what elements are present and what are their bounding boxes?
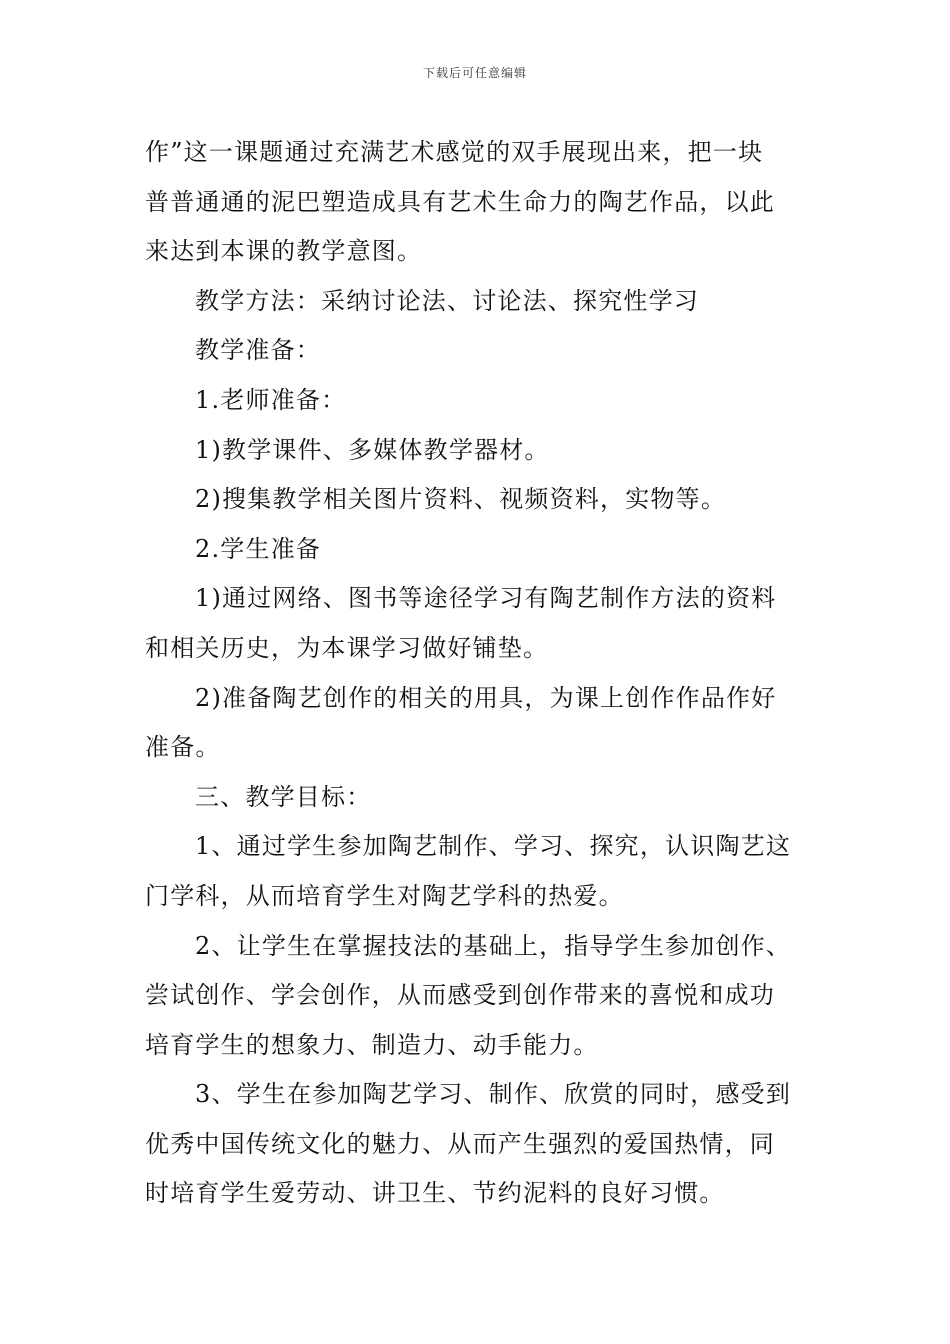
text-line: 1)教学课件、多媒体教学器材。 <box>195 435 550 464</box>
text-line: 尝试创作、学会创作，从而感受到创作带来的喜悦和成功 <box>145 981 775 1010</box>
text-line: 普普通通的泥巴塑造成具有艺术生命力的陶艺作品，以此 <box>145 187 775 216</box>
text-line: 2)准备陶艺创作的相关的用具，为课上创作作品作好 <box>195 683 777 712</box>
text-line: 时培育学生爱劳动、讲卫生、节约泥料的良好习惯。 <box>145 1179 725 1208</box>
text-line: 1)通过网络、图书等途径学习有陶艺制作方法的资料 <box>195 584 777 613</box>
text-line: 1、通过学生参加陶艺制作、学习、探究，认识陶艺这 <box>195 832 792 861</box>
text-line: 2)搜集教学相关图片资料、视频资料，实物等。 <box>195 485 727 514</box>
teaching-prep-heading: 教学准备： <box>195 336 321 365</box>
text-line: 准备。 <box>145 733 221 762</box>
text-line: 作”这一课题通过充满艺术感觉的双手展现出来，把一块 <box>145 138 764 166</box>
text-line: 来达到本课的教学意图。 <box>145 237 423 266</box>
section-heading: 三、教学目标： <box>195 782 372 811</box>
text-line: 2、让学生在掌握技法的基础上，指导学生参加创作、 <box>195 931 792 960</box>
document-body <box>145 128 810 1219</box>
teaching-method-line: 教学方法：采纳讨论法、讨论法、探究性学习 <box>195 286 699 315</box>
page-header: 下载后可任意编辑 <box>422 66 527 80</box>
text-line: 优秀中国传统文化的魅力、从而产生强烈的爱国热情，同 <box>145 1129 775 1158</box>
text-line: 门学科，从而培育学生对陶艺学科的热爱。 <box>145 881 624 910</box>
text-line: 3、学生在参加陶艺学习、制作、欣赏的同时，感受到 <box>195 1080 792 1109</box>
student-prep-heading: 2.学生准备 <box>195 534 322 563</box>
text-line: 和相关历史，为本课学习做好铺垫。 <box>145 633 549 662</box>
teacher-prep-heading: 1.老师准备： <box>195 385 347 414</box>
text-line: 培育学生的想象力、制造力、动手能力。 <box>145 1030 599 1059</box>
